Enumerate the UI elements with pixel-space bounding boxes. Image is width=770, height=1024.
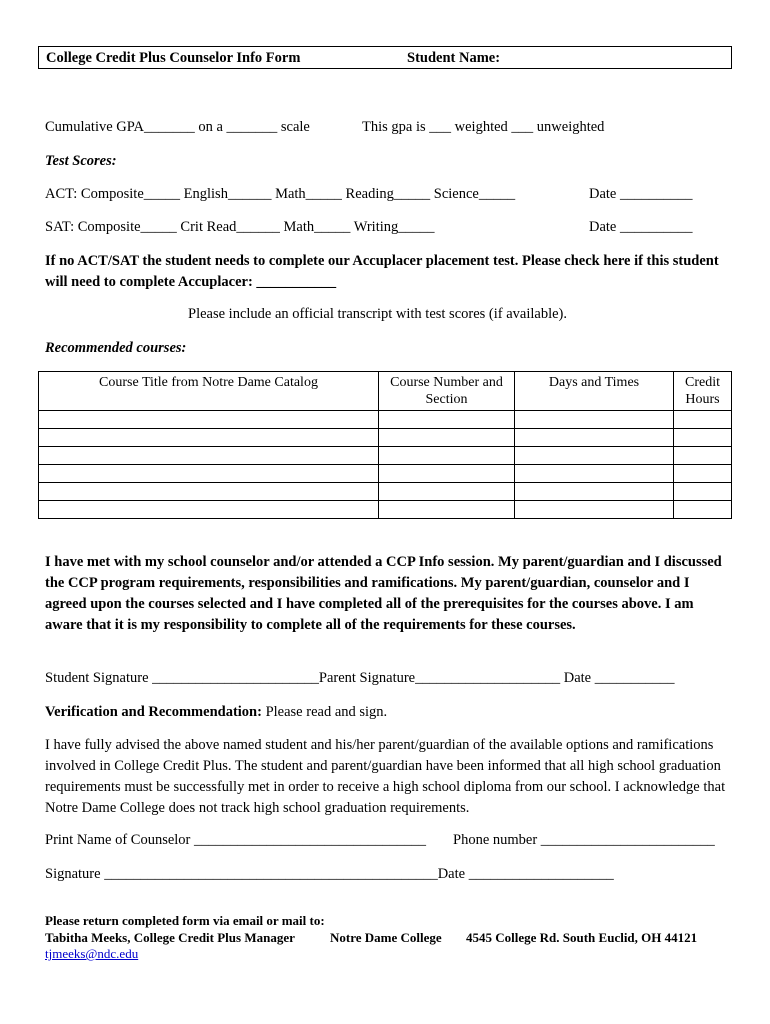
counselor-print-name[interactable]: Print Name of Counselor ________________________________ — [45, 832, 427, 848]
form-header — [38, 46, 732, 69]
accuplacer-checkbox-blank[interactable]: ___________ — [256, 274, 337, 290]
table-cell[interactable] — [674, 501, 732, 519]
table-cell[interactable] — [674, 447, 732, 465]
table-cell[interactable] — [515, 447, 674, 465]
table-cell[interactable] — [39, 483, 379, 501]
table-row[interactable] — [39, 483, 732, 501]
table-cell[interactable] — [39, 465, 379, 483]
student-name-label: Student Name: — [407, 50, 501, 66]
table-cell[interactable] — [515, 429, 674, 447]
form-title: College Credit Plus Counselor Info Form — [46, 50, 301, 66]
table-header-row — [39, 372, 732, 411]
table-cell[interactable] — [674, 429, 732, 447]
table-cell[interactable] — [39, 429, 379, 447]
transcript-note: Please include an official transcript with test scores (if available). — [188, 306, 568, 322]
table-cell[interactable] — [515, 483, 674, 501]
table-cell[interactable] — [674, 411, 732, 429]
table-cell[interactable] — [379, 447, 515, 465]
table-cell[interactable] — [39, 447, 379, 465]
student-agreement: I have met with my school counselor and/or attended a CCP Info session. My parent/guardian and I discussed the CCP program requirements, responsibilities and ramifications. My parent/guardian, counselor and I agreed upon the courses selected and I have completed all of the prerequisites for the courses above. I am aware that it is my responsibility to complete all of the requirements for these courses. — [45, 554, 722, 633]
table-row[interactable] — [39, 447, 732, 465]
table-cell[interactable] — [39, 501, 379, 519]
table-cell[interactable] — [674, 483, 732, 501]
table-row[interactable] — [39, 429, 732, 447]
col-course-title: Course Title from Notre Dame Catalog — [39, 372, 379, 411]
college-name: Notre Dame College — [330, 930, 442, 945]
act-date: Date __________ — [589, 186, 693, 202]
col-credit-hours: Credit Hours — [674, 372, 732, 411]
table-row[interactable] — [39, 465, 732, 483]
table-row[interactable] — [39, 501, 732, 519]
recommended-courses-table — [38, 371, 732, 519]
table-cell[interactable] — [674, 465, 732, 483]
accuplacer-text: If no ACT/SAT the student needs to complete our Accuplacer placement test. Please check here if this student will need to complete Accuplacer: — [45, 253, 719, 290]
contact-name: Tabitha Meeks, College Credit Plus Manager — [45, 930, 295, 945]
table-cell[interactable] — [379, 465, 515, 483]
table-cell[interactable] — [39, 411, 379, 429]
verification-line — [45, 704, 387, 721]
sat-date: Date __________ — [589, 219, 693, 235]
table-row[interactable] — [39, 411, 732, 429]
act-scores-line: ACT: Composite_____ English______ Math_____ Reading_____ Science_____ — [45, 186, 516, 202]
table-cell[interactable] — [379, 501, 515, 519]
contact-email-link[interactable]: tjmeeks@ndc.edu — [45, 946, 139, 961]
test-scores-heading: Test Scores: — [45, 153, 117, 169]
college-address: 4545 College Rd. South Euclid, OH 44121 — [466, 930, 698, 945]
table-cell[interactable] — [515, 501, 674, 519]
col-course-number: Course Number and Section — [379, 372, 515, 411]
table-cell[interactable] — [379, 483, 515, 501]
verification-text: I have fully advised the above named student and his/her parent/guardian of the available options and ramifications involved in College Credit Plus. The student and parent/guardian have been informed that all high school graduation requirements must be successfully met in order to receive a high school diploma from our school. I acknowledge that Notre Dame College does not track high school graduation requirements. — [45, 737, 726, 816]
recommended-courses-heading: Recommended courses: — [45, 340, 187, 356]
table-cell[interactable] — [379, 411, 515, 429]
counselor-phone[interactable]: Phone number ________________________ — [453, 832, 715, 848]
table-cell[interactable] — [515, 411, 674, 429]
accuplacer-notice — [45, 251, 725, 293]
gpa-weight-line: This gpa is ___ weighted ___ unweighted — [362, 119, 605, 135]
table-cell[interactable] — [379, 429, 515, 447]
table-cell[interactable] — [515, 465, 674, 483]
counselor-signature-line[interactable]: Signature ______________________________________________Date ____________________ — [45, 866, 614, 882]
col-days-times: Days and Times — [515, 372, 674, 411]
sat-scores-line: SAT: Composite_____ Crit Read______ Math_____ Writing_____ — [45, 219, 435, 235]
gpa-line: Cumulative GPA_______ on a _______ scale — [45, 119, 310, 135]
verification-heading: Verification and Recommendation: — [45, 704, 262, 720]
verification-instruction: Please read and sign. — [261, 704, 388, 720]
return-instruction: Please return completed form via email or mail to: — [45, 913, 325, 928]
signature-line[interactable]: Student Signature _______________________Parent Signature____________________ Date ___________ — [45, 670, 675, 686]
